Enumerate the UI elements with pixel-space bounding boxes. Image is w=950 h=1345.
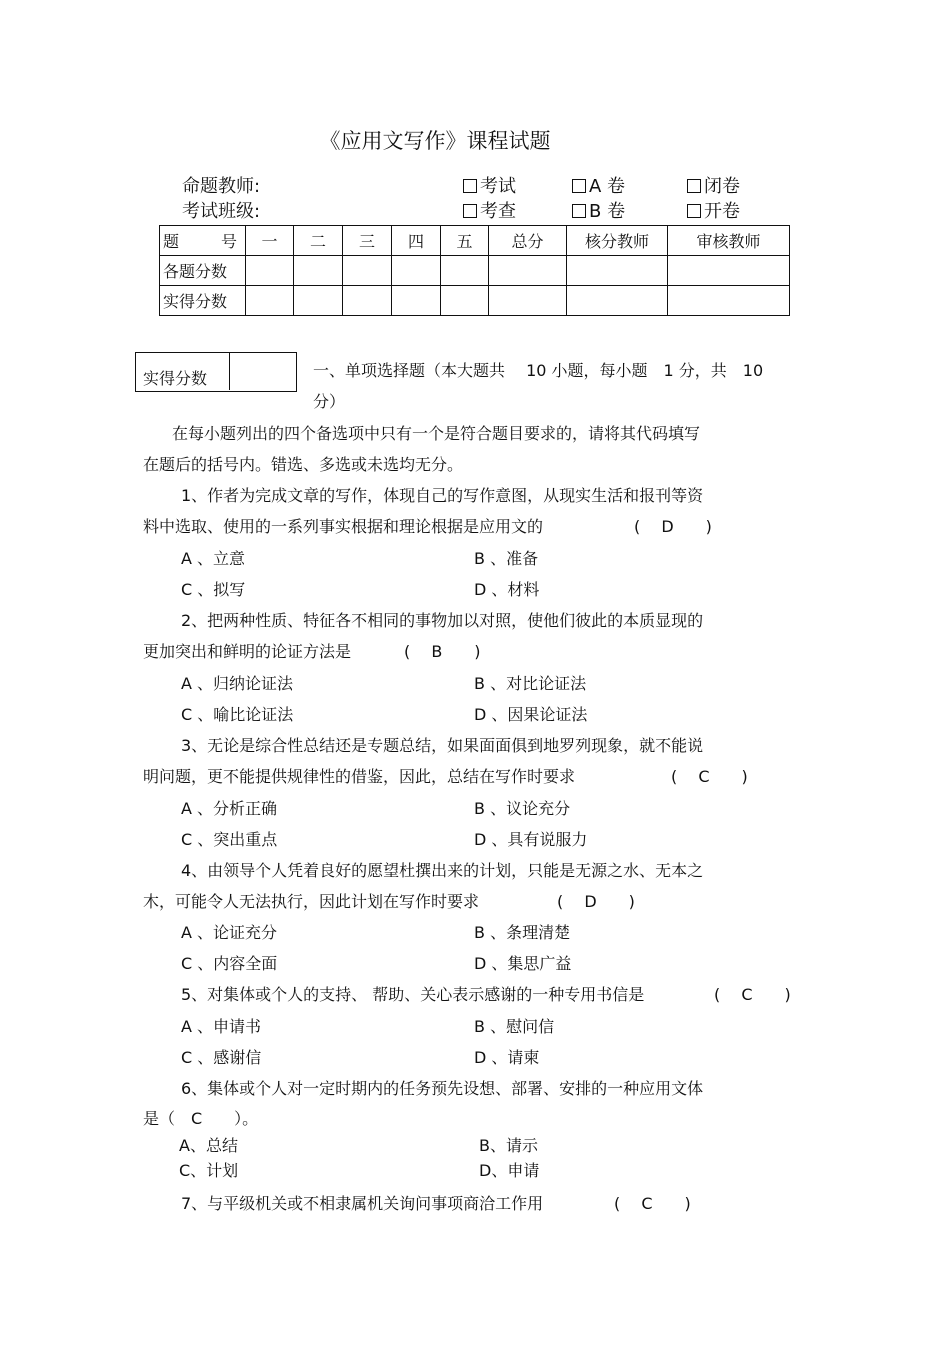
score-table-header-row [160,226,790,256]
row-label: 实得分数 [160,286,246,316]
option-paper-a[interactable]: A 卷 [572,172,625,198]
q2-option-b: B 、对比论证法 [474,674,587,693]
class-label: 考试班级: [182,201,261,222]
teacher-label: 命题教师: [182,176,261,197]
checkbox-icon[interactable] [572,179,586,193]
question-1: 1、作者为完成文章的写作，体现自己的写作意图，从现实生活和报刊等资 [181,486,704,505]
question-7: 7、与平级机关或不相隶属机关询问事项商洽工作用 [181,1194,544,1213]
header-cell: 三 [343,226,392,256]
score-cell[interactable] [294,256,343,286]
question-4: 4、由领导个人凭着良好的愿望杜撰出来的计划，只能是无源之水、无本之 [181,861,704,880]
checkbox-icon[interactable] [463,204,477,218]
header-cell: 核分教师 [567,226,668,256]
q4-option-c: C 、内容全面 [181,954,278,973]
q4-option-b: B 、条理清楚 [474,923,571,942]
q3-option-a: A 、分析正确 [181,799,278,818]
question-3: 3、无论是综合性总结还是专题总结，如果面面俱到地罗列现象，就不能说 [181,736,704,755]
q6-option-b: B、请示 [479,1136,538,1155]
question-4-cont: 木，可能令人无法执行，因此计划在写作时要求 [143,892,480,911]
score-table [159,225,790,316]
question-6: 6、集体或个人对一定时期内的任务预先设想、部署、安排的一种应用文体 [181,1079,704,1098]
score-cell[interactable] [567,256,668,286]
answer-7: ( C ) [614,1194,691,1213]
row-label: 各题分数 [160,256,246,286]
q5-option-a: A 、申请书 [181,1017,262,1036]
q3-option-d: D 、具有说服力 [474,830,588,849]
checkbox-icon[interactable] [687,204,701,218]
question-6-cont: 是（ C ）。 [143,1109,259,1128]
q6-option-d: D、申请 [479,1161,540,1180]
score-cell[interactable] [294,286,343,316]
answer-4: ( D ) [557,892,635,911]
header-cell: 四 [392,226,441,256]
header-cell: 审核教师 [668,226,790,256]
score-cell[interactable] [343,256,392,286]
score-table-row [160,286,790,316]
q5-option-d: D 、请柬 [474,1048,540,1067]
section-heading-cont: 分） [313,392,346,411]
q1-option-d: D 、材料 [474,580,540,599]
q4-option-a: A 、论证充分 [181,923,278,942]
header-cell: 二 [294,226,343,256]
header-cell: 五 [441,226,489,256]
checkbox-icon[interactable] [572,204,586,218]
option-check[interactable]: 考查 [463,197,516,223]
option-closed-book[interactable]: 闭卷 [687,172,740,198]
score-cell[interactable] [489,256,567,286]
score-cell[interactable] [392,286,441,316]
checkbox-icon[interactable] [687,179,701,193]
score-cell[interactable] [668,256,790,286]
answer-3: ( C ) [671,767,748,786]
question-2: 2、把两种性质、特征各不相同的事物加以对照，使他们彼此的本质显现的 [181,611,704,630]
score-cell[interactable] [246,256,294,286]
answer-5: ( C ) [714,985,791,1004]
q3-option-b: B 、议论充分 [474,799,571,818]
score-table-row [160,256,790,286]
section-score-label: 实得分数 [143,369,208,388]
checkbox-icon[interactable] [463,179,477,193]
option-paper-b[interactable]: B 卷 [572,197,625,223]
section-intro-cont: 在题后的括号内。错选、多选或未选均无分。 [143,455,464,474]
q1-option-c: C 、拟写 [181,580,246,599]
q5-option-c: C 、感谢信 [181,1048,262,1067]
header-cell: 总分 [489,226,567,256]
score-cell[interactable] [668,286,790,316]
section-score-divider [229,352,230,390]
section-heading: 一、单项选择题（本大题共 10 小题，每小题 1 分，共 10 [313,361,764,380]
q5-option-b: B 、慰问信 [474,1017,555,1036]
score-cell[interactable] [441,286,489,316]
score-cell[interactable] [567,286,668,316]
score-cell[interactable] [489,286,567,316]
q4-option-d: D 、集思广益 [474,954,572,973]
question-5: 5、对集体或个人的支持、 帮助、关心表示感谢的一种专用书信是 [181,985,645,1004]
score-cell[interactable] [441,256,489,286]
q1-option-b: B 、准备 [474,549,539,568]
q6-option-c: C、计划 [179,1161,239,1180]
q2-option-a: A 、归纳论证法 [181,674,294,693]
score-cell[interactable] [392,256,441,286]
question-3-cont: 明问题，更不能提供规律性的借鉴，因此，总结在写作时要求 [143,767,576,786]
score-cell[interactable] [246,286,294,316]
question-2-cont: 更加突出和鲜明的论证方法是 [143,642,352,661]
header-cell-question-number: 题 号 [160,226,246,256]
q2-option-c: C 、喻比论证法 [181,705,294,724]
section-score-input[interactable] [231,354,293,389]
header-cell: 一 [246,226,294,256]
option-open-book[interactable]: 开卷 [687,197,740,223]
section-intro: 在每小题列出的四个备选项中只有一个是符合题目要求的，请将其代码填写 [172,424,701,443]
q2-option-d: D 、因果论证法 [474,705,588,724]
question-1-cont: 料中选取、使用的一系列事实根据和理论根据是应用文的 [143,517,544,536]
q6-option-a: A、总结 [179,1136,238,1155]
q1-option-a: A 、立意 [181,549,246,568]
answer-2: ( B ) [404,642,481,661]
q3-option-c: C 、突出重点 [181,830,278,849]
score-cell[interactable] [343,286,392,316]
answer-1: ( D ) [634,517,712,536]
exam-title: 《应用文写作》课程试题 [319,129,551,153]
option-exam[interactable]: 考试 [463,172,516,198]
